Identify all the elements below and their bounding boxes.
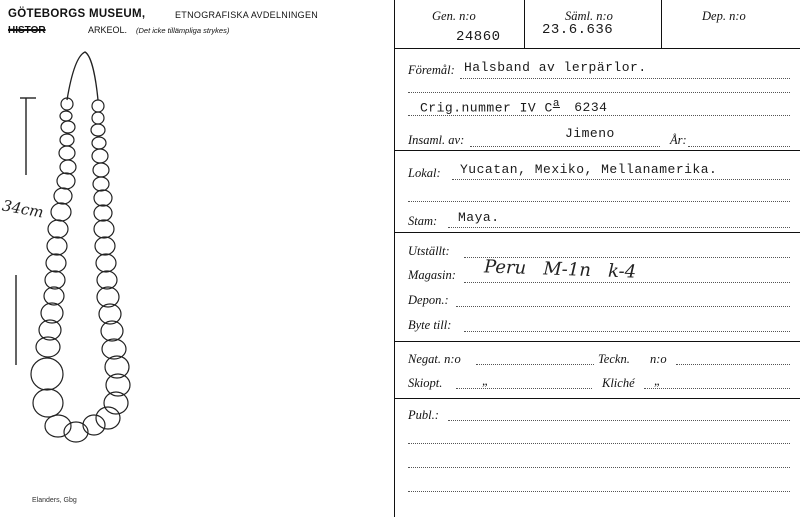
bead xyxy=(96,254,116,272)
bead xyxy=(93,163,109,177)
bead xyxy=(33,389,63,417)
publ-label: Publ.: xyxy=(408,408,439,422)
kliche-ditto: „ xyxy=(654,374,661,388)
publ-dots-4 xyxy=(408,491,790,492)
blank-dots-2 xyxy=(408,201,790,202)
bead xyxy=(83,415,105,435)
orig-prefix: Crig.nummer IV C xyxy=(420,100,553,116)
printer-mark: Elanders, Gbg xyxy=(32,497,77,504)
bead xyxy=(46,254,66,272)
saml-no-value: 23.6.636 xyxy=(542,22,614,38)
skiopt-dots xyxy=(456,388,592,389)
catalogue-card xyxy=(390,0,800,517)
bead xyxy=(92,149,108,163)
teckn-no-label: n:o xyxy=(650,352,667,366)
department-name: ETNOGRAFISKA AVDELNINGEN xyxy=(175,10,319,20)
bead xyxy=(47,237,67,255)
bead xyxy=(96,407,120,429)
depon-dots xyxy=(456,306,790,307)
bead xyxy=(93,177,109,191)
insaml-value: Jimeno xyxy=(565,126,615,141)
necklace-drawing xyxy=(0,0,390,517)
line-after-insaml xyxy=(394,150,800,151)
foremal-label: Föremål: xyxy=(408,63,455,77)
line-after-skiopt xyxy=(394,398,800,399)
lokal-value: Yucatan, Mexiko, Mellanamerika. xyxy=(460,162,718,177)
bead xyxy=(64,422,88,442)
lokal-label: Lokal: xyxy=(408,166,441,180)
measure-bracket xyxy=(16,98,36,365)
ar-dots xyxy=(688,146,790,147)
museum-name: GÖTEBORGS MUSEUM, xyxy=(8,8,146,20)
foremal-dots xyxy=(460,78,790,79)
bead xyxy=(31,358,63,390)
skiopt-ditto: „ xyxy=(482,374,489,388)
negat-dots xyxy=(476,364,594,365)
orig-number-line xyxy=(420,98,607,115)
bead xyxy=(97,271,117,289)
depon-label: Depon.: xyxy=(408,293,449,307)
foremal-value: Halsband av lerpärlor. xyxy=(464,60,647,75)
bead xyxy=(57,173,75,189)
bead xyxy=(48,220,68,238)
dep-no-label: Dep. n:o xyxy=(702,9,746,23)
saml-no-label: Säml. n:o xyxy=(565,9,613,23)
bead xyxy=(44,287,64,305)
left-panel xyxy=(0,0,390,517)
line-after-byte xyxy=(394,341,800,342)
necklace-string xyxy=(67,52,98,100)
struck-word: HISTOR xyxy=(8,25,46,36)
byte-label: Byte till: xyxy=(408,318,452,332)
kliche-label: Kliché xyxy=(602,376,635,390)
magasin-value: Peru M-1n k-4 xyxy=(483,256,637,283)
gen-no-value: 24860 xyxy=(456,29,501,45)
bead xyxy=(92,112,104,124)
bead xyxy=(92,100,104,112)
insaml-label: Insaml. av: xyxy=(408,133,465,147)
kliche-dots xyxy=(644,388,790,389)
measure-label: 34cm xyxy=(0,196,45,222)
stam-label: Stam: xyxy=(408,214,438,228)
bead xyxy=(61,121,75,133)
bead xyxy=(54,188,72,204)
bead xyxy=(94,220,114,238)
bead xyxy=(94,190,112,206)
magasin-label: Magasin: xyxy=(408,268,456,282)
ar-label: År: xyxy=(670,133,687,147)
line-after-lokal xyxy=(394,232,800,233)
orig-sup: a xyxy=(552,98,560,110)
stam-value: Maya. xyxy=(458,210,500,225)
arkeol-label: ARKEOL. xyxy=(88,25,128,35)
teckn-dots xyxy=(676,364,790,365)
bead xyxy=(59,146,75,160)
stam-dots xyxy=(448,227,790,228)
bead xyxy=(60,134,74,146)
bead xyxy=(60,160,76,174)
gen-no-label: Gen. n:o xyxy=(432,9,476,23)
bead xyxy=(92,137,106,149)
column-divider-2 xyxy=(661,0,662,48)
insaml-dots xyxy=(470,146,660,147)
bead xyxy=(91,124,105,136)
orig-number: 6234 xyxy=(574,100,608,116)
card-left-border xyxy=(394,0,395,517)
publ-dots-1 xyxy=(448,420,790,421)
orig-dots xyxy=(408,115,790,116)
publ-dots-2 xyxy=(408,443,790,444)
bead xyxy=(60,111,72,121)
lokal-dots xyxy=(452,179,790,180)
blank-dots-1 xyxy=(408,92,790,93)
bead xyxy=(94,205,112,221)
utstallt-label: Utställt: xyxy=(408,244,450,258)
column-divider-1 xyxy=(524,0,525,48)
publ-dots-3 xyxy=(408,467,790,468)
byte-dots xyxy=(464,331,790,332)
bead xyxy=(45,271,65,289)
skiopt-label: Skiopt. xyxy=(408,376,443,390)
magasin-dots xyxy=(464,282,790,283)
teckn-label: Teckn. xyxy=(598,352,630,366)
negat-label: Negat. n:o xyxy=(408,352,461,366)
bead xyxy=(95,237,115,255)
deletion-note: (Det icke tillämpliga strykes) xyxy=(136,26,230,35)
bead xyxy=(51,203,71,221)
header-bottom-line xyxy=(394,48,800,49)
